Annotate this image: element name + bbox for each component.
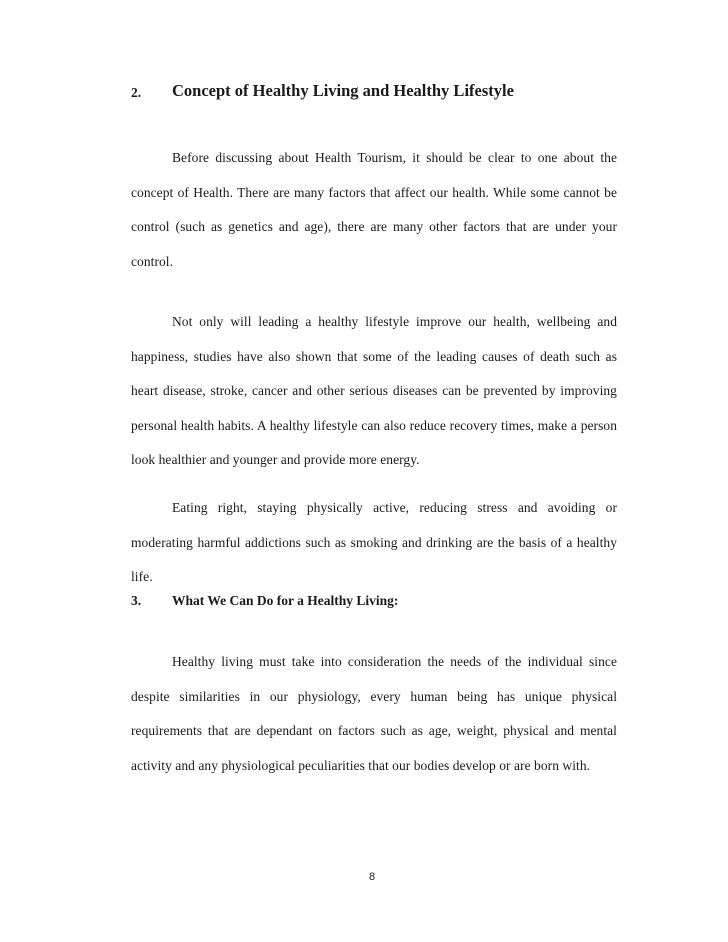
section-number: 2. bbox=[131, 85, 142, 100]
page-number: 8 bbox=[368, 871, 376, 883]
section-heading-2 bbox=[131, 81, 631, 105]
section-number: 3. bbox=[131, 593, 142, 608]
paragraph: Healthy living must take into consideration the needs of the individual since despite similarities in our physiology, every human being has unique physical requirements that are dependant on factors such as age, weight, physical and mental activity and any physiological peculiarities that our bodies develop or are born with. bbox=[131, 654, 617, 773]
section-heading-3 bbox=[131, 591, 631, 613]
paragraph: Before discussing about Health Tourism, it should be clear to one about the concept of Health. There are many factors that affect our health. While some cannot be control (such as genetics and age), there are many other factors that are under your control. bbox=[131, 150, 617, 269]
paragraph: Not only will leading a healthy lifestyle improve our health, wellbeing and happiness, studies have also shown that some of the leading causes of death such as heart disease, stroke, cancer and other serious diseases can be prevented by improving personal health habits. A healthy lifestyle can also reduce recovery times, make a person look healthier and younger and provide more energy. bbox=[131, 314, 617, 467]
section-title: Concept of Healthy Living and Healthy Lifestyle bbox=[172, 81, 514, 100]
section-title: What We Can Do for a Healthy Living: bbox=[172, 593, 399, 608]
paragraph: Eating right, staying physically active, reducing stress and avoiding or moderating harmful addictions such as smoking and drinking are the basis of a healthy life. bbox=[131, 500, 617, 584]
